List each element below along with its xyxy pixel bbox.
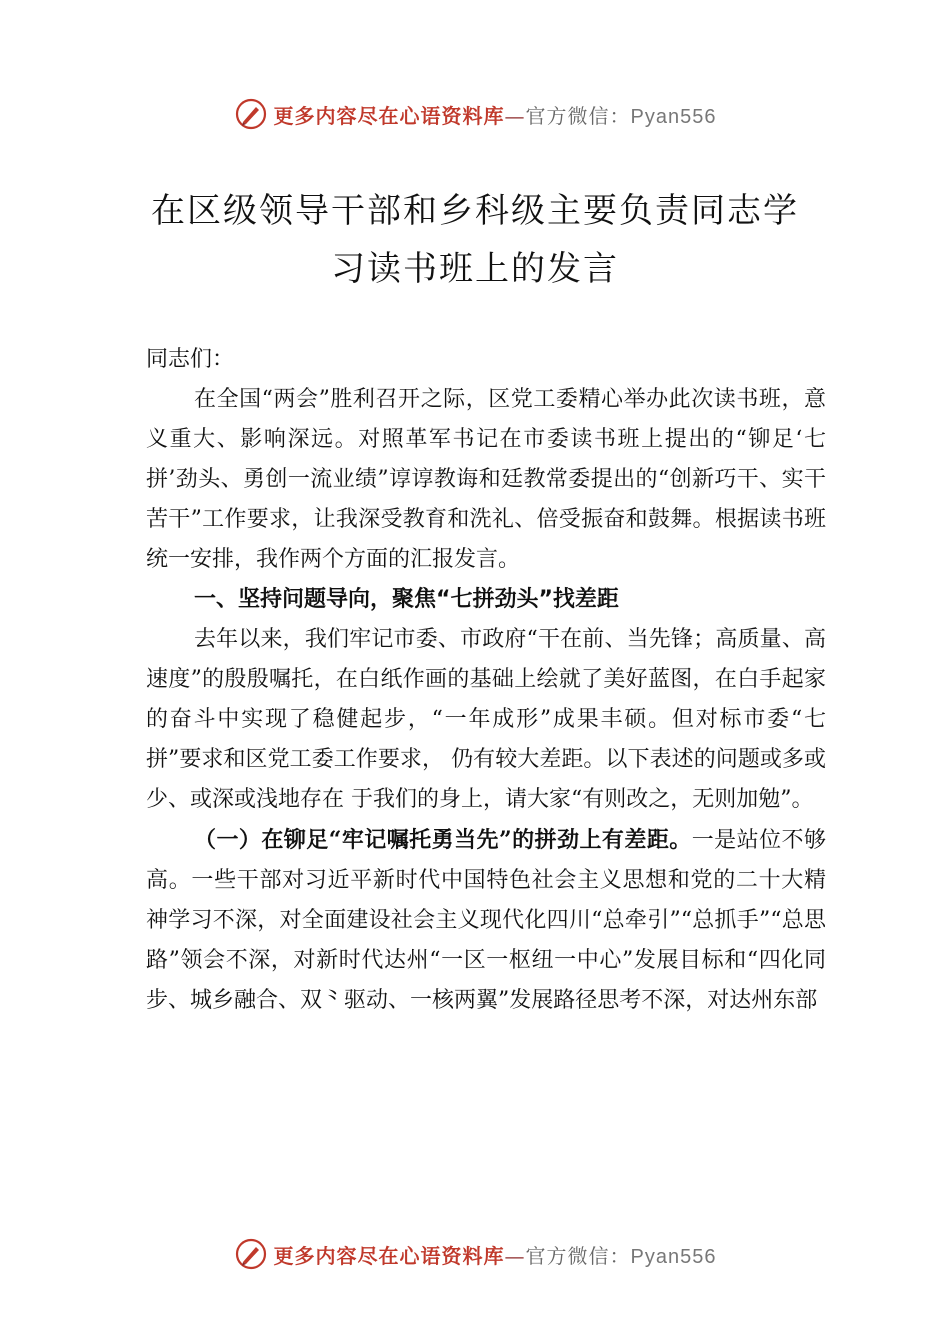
banner-text bbox=[274, 100, 717, 129]
subsection-paragraph-1 bbox=[146, 820, 826, 1021]
banner-dash: — bbox=[504, 1243, 526, 1268]
banner-wechat-label: 官方微信： bbox=[525, 1243, 631, 1268]
banner-wechat-id: Pyan556 bbox=[630, 1245, 717, 1268]
paragraph-1: 去年以来，我们牢记市委、市政府“干在前、当先锋；高质量、高速度”的殷殷嘱托，在白纸作画的基础上绘就了美好蓝图，在白手起家的奋斗中实现了稳健起步，“一年成形”成果丰硕。但对标市委“七拼”要求和区党工委工作要求， 仍有较大差距。以下表述的问题或多或少、或深或浅地存在 于我们的身上，请大家“有则改之，无则加勉”。 bbox=[146, 627, 826, 812]
subsection-label-1: （一）在铆足“牢记嘱托勇当先”的拼劲上有差距。 bbox=[194, 827, 692, 853]
banner-text bbox=[274, 1240, 717, 1269]
document-title-line1: 在区级领导干部和乡科级主要负责同志学 bbox=[151, 191, 799, 231]
banner-highlight: 更多内容尽在心语资料库 bbox=[273, 103, 505, 128]
document-title-line2: 习读书班上的发言 bbox=[331, 249, 619, 289]
salutation: 同志们： bbox=[146, 347, 235, 372]
banner-wechat-label: 官方微信： bbox=[525, 103, 631, 128]
bottom-watermark-banner bbox=[0, 1232, 950, 1276]
banner-dash: — bbox=[504, 103, 526, 128]
pen-logo-icon bbox=[234, 97, 268, 131]
banner-wechat-id: Pyan556 bbox=[630, 105, 717, 128]
section-heading-1: 一、坚持问题导向，聚焦“七拼劲头”找差距 bbox=[194, 587, 619, 612]
banner-highlight: 更多内容尽在心语资料库 bbox=[273, 1243, 505, 1268]
subsection-text-1: 一是站位不够高。一些干部对习近平新时代中国特色社会主义思想和党的二十大精神学习不深，对全面建设社会主义现代化四川“总牵引”“总抓手”“总思路”领会不深，对新时代达州“一区一枢纽一中心”发展目标和“四化同步、城乡融合、双⺀驱动、一核两翼”发展路径思考不深，对达州东部 bbox=[146, 828, 826, 1013]
intro-paragraph: 在全国“两会”胜利召开之际，区党工委精心举办此次读书班，意义重大、影响深远。对照革军书记在市委读书班上提出的“铆足‘七拼’劲头、勇创一流业绩”谆谆教诲和廷教常委提出的“创新巧干、实干苦干”工作要求，让我深受教育和洗礼、倍受振奋和鼓舞。根据读书班统一安排，我作两个方面的汇报发言。 bbox=[146, 387, 826, 572]
document-body bbox=[146, 340, 826, 1021]
pen-logo-icon bbox=[234, 1237, 268, 1271]
top-watermark-banner bbox=[0, 92, 950, 136]
